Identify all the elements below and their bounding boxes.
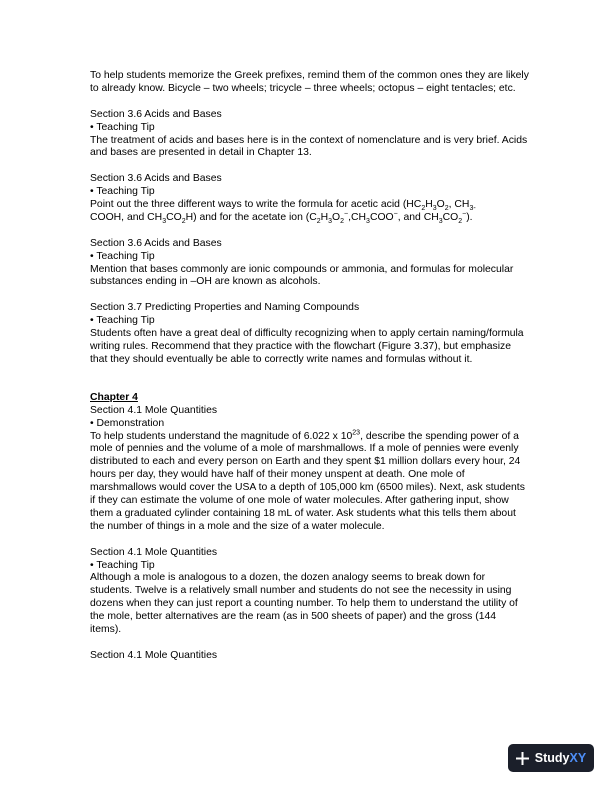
bullet-label: • Teaching Tip xyxy=(90,250,155,262)
section-heading: Section 3.6 Acids and Bases xyxy=(90,108,222,120)
section-heading: Section 4.1 Mole Quantities xyxy=(90,404,218,416)
plus-icon xyxy=(516,752,529,765)
bullet-label: • Teaching Tip xyxy=(90,315,155,327)
section-mole-quantities-1 xyxy=(90,405,530,534)
section-body: Mention that bases commonly are ionic compounds or ammonia, and formulas for molecular substances ending in –OH are known as alcohols. xyxy=(90,263,514,288)
section-acids-bases-2 xyxy=(90,173,530,225)
section-mole-quantities-3 xyxy=(90,650,530,663)
section-heading: Section 3.6 Acids and Bases xyxy=(90,173,222,185)
document-page xyxy=(90,70,530,676)
section-mole-quantities-2 xyxy=(90,547,530,637)
section-heading: Section 4.1 Mole Quantities xyxy=(90,649,218,661)
section-heading: Section 4.1 Mole Quantities xyxy=(90,546,218,558)
section-acids-bases-3 xyxy=(90,238,530,290)
section-body: Although a mole is analogous to a dozen, the dozen analogy seems to break down for students. Twelve is a relatively small number and students do not see the necessity in using dozens when they can just report a counting number. To help them to understand the utility of the mole, better alternatives are the ream (as in 500 sheets of paper) and the gross (144 items). xyxy=(90,572,518,636)
intro-text: To help students memorize the Greek prefixes, remind them of the common ones they are likely to already know. Bicycle – two wheels; tricycle – three wheels; octopus – eight tentacles; etc. xyxy=(90,70,529,94)
section-body: To help students understand the magnitude of 6.022 x $10^{23}$, describe the spending power of a mole of pennies and the volume of a mole of marshmallows. If a mole of pennies were evenly distributed to each and every person on Earth and they spent $1 million dollars every hour, 24 hours per day, they would have half of their money unspent at death. One mole of marshmallows would cover the USA to a depth of 105,000 km (6500 miles). Next, ask students if they can estimate the volume of one mole of water molecules. After gathering input, show them a graduated cylinder containing 18 mL of water. Ask students what this tells them about the number of things in a mole and the size of a water molecule. xyxy=(90,429,525,532)
brand-name: StudyXY xyxy=(534,751,587,765)
bullet-label: • Demonstration xyxy=(90,417,165,429)
section-acids-bases-1 xyxy=(90,109,530,161)
intro-paragraph xyxy=(90,70,530,96)
section-heading: Section 3.7 Predicting Properties and Naming Compounds xyxy=(90,302,360,314)
section-heading: Section 3.6 Acids and Bases xyxy=(90,237,222,249)
section-predicting-properties xyxy=(90,302,530,367)
chapter-heading: Chapter 4 xyxy=(90,391,138,403)
section-body: Point out the three different ways to write the formula for acetic acid ($HC_2H_3O_2$, $CH_{3-}$ COOH, and $CH_3CO_2H$) and for the acetate ion ($C_2H_3O_2^-,CH_3COO^-$, and $CH_3CO_2^-$). xyxy=(90,199,476,226)
section-body: The treatment of acids and bases here is in the context of nomenclature and is very brief. Acids and bases are presented in detail in Chapter 13. xyxy=(90,134,528,159)
bullet-label: • Teaching Tip xyxy=(90,121,155,133)
studyxy-badge[interactable] xyxy=(508,744,594,772)
section-body: Students often have a great deal of difficulty recognizing when to apply certain naming/formula writing rules. Recommend that they practice with the flowchart (Figure 3.37), but emphasize that they should eventually be able to correctly write names and formulas without it. xyxy=(90,328,524,365)
bullet-label: • Teaching Tip xyxy=(90,186,155,198)
bullet-label: • Teaching Tip xyxy=(90,559,155,571)
